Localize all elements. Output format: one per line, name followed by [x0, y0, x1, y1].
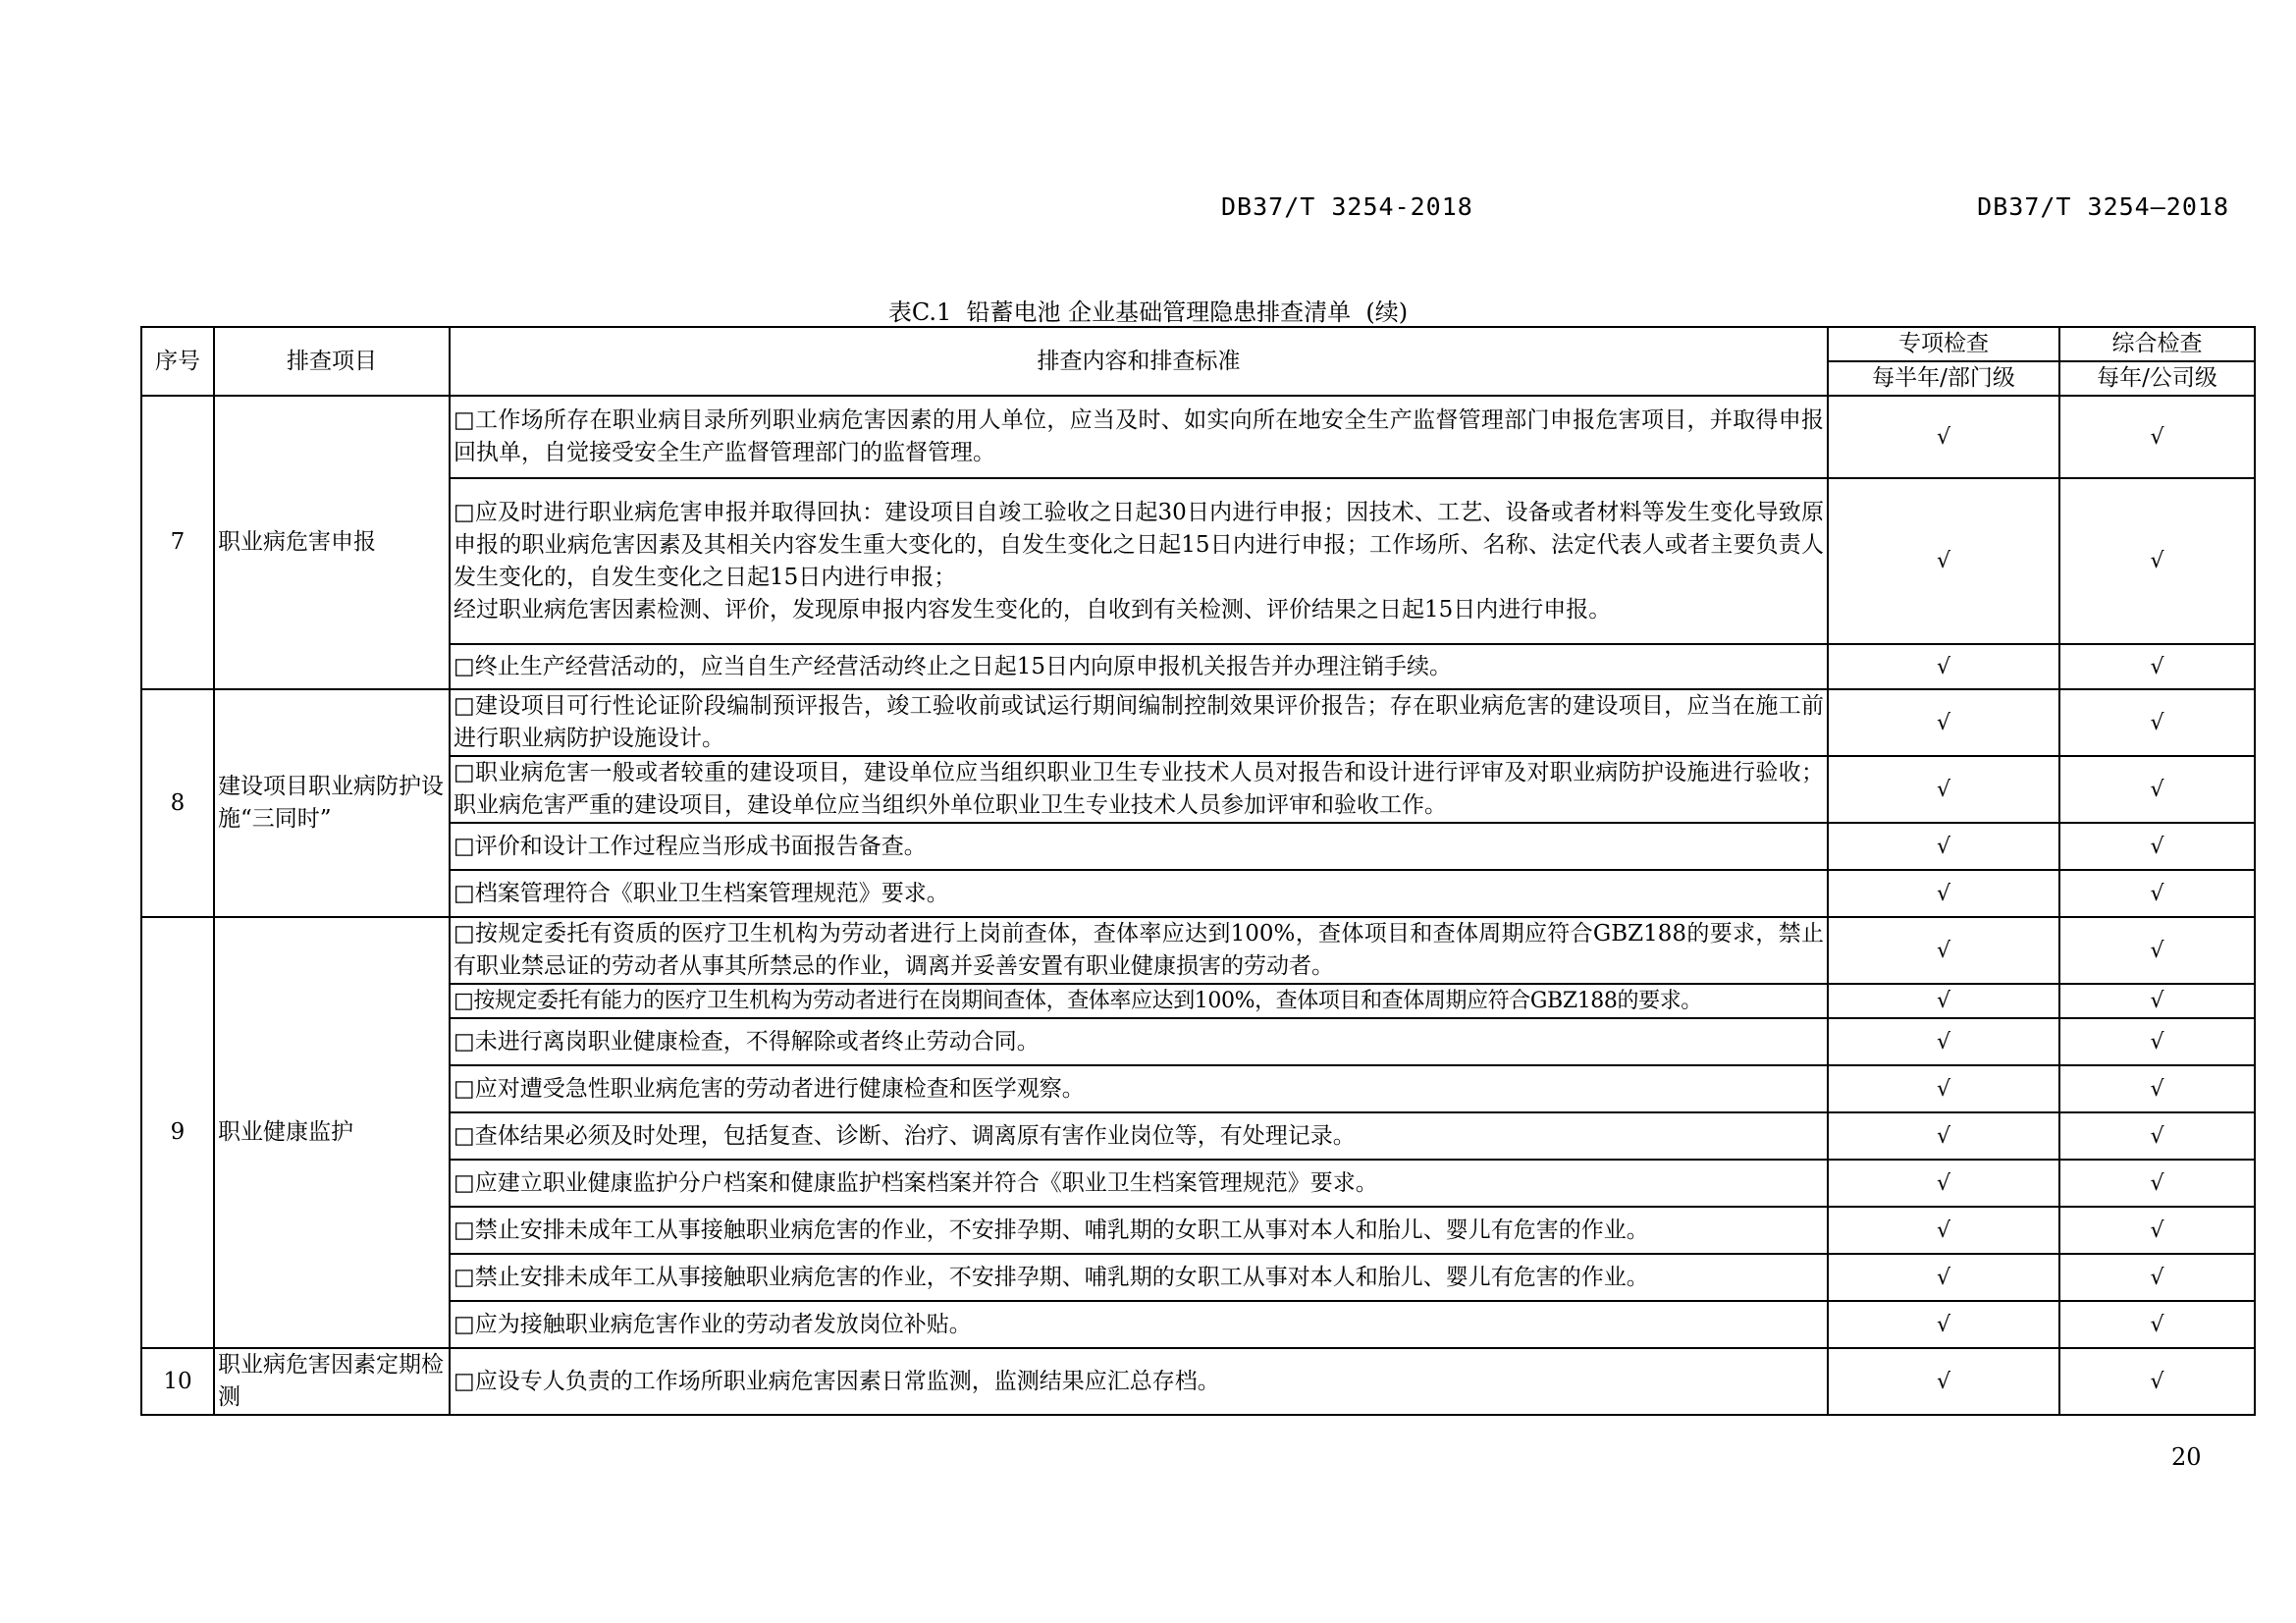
- criterion-text: □禁止安排未成年工从事接触职业病危害的作业，不安排孕期、哺乳期的女职工从事对本人和胎儿、婴儿有危害的作业。: [450, 1254, 1828, 1301]
- special-check-mark: √: [1828, 756, 2059, 823]
- group-item: 职业病危害申报: [214, 396, 450, 689]
- comprehensive-check-mark: √: [2059, 1018, 2255, 1065]
- table-row: [141, 823, 2255, 870]
- comprehensive-check-mark: √: [2059, 1160, 2255, 1207]
- comprehensive-check-mark: √: [2059, 1301, 2255, 1348]
- group-number: 10: [141, 1348, 214, 1415]
- table-row: [141, 1112, 2255, 1160]
- table-row: [141, 1065, 2255, 1112]
- criterion-text: □应对遭受急性职业病危害的劳动者进行健康检查和医学观察。: [450, 1065, 1828, 1112]
- criterion-text: □应建立职业健康监护分户档案和健康监护档案档案并符合《职业卫生档案管理规范》要求。: [450, 1160, 1828, 1207]
- special-check-mark: √: [1828, 823, 2059, 870]
- special-check-mark: √: [1828, 1348, 2059, 1415]
- criterion-text: □工作场所存在职业病目录所列职业病危害因素的用人单位，应当及时、如实向所在地安全生产监督管理部门申报危害项目，并取得申报回执单，自觉接受安全生产监督管理部门的监督管理。: [450, 396, 1828, 478]
- group-number: 7: [141, 396, 214, 689]
- col-header-comprehensive: 综合检查: [2059, 327, 2255, 361]
- criterion-text: □应设专人负责的工作场所职业病危害因素日常监测，监测结果应汇总存档。: [450, 1348, 1828, 1415]
- table-row: [141, 870, 2255, 917]
- special-check-mark: √: [1828, 1301, 2059, 1348]
- standard-code-right: DB37/T 3254—2018: [1977, 192, 2229, 221]
- table-row: [141, 1348, 2255, 1415]
- comprehensive-check-mark: √: [2059, 396, 2255, 478]
- special-check-mark: √: [1828, 870, 2059, 917]
- comprehensive-check-mark: √: [2059, 756, 2255, 823]
- group-item: 职业病危害因素定期检测: [214, 1348, 450, 1415]
- col-header-content: 排查内容和排查标准: [450, 327, 1828, 396]
- criterion-text: □建设项目可行性论证阶段编制预评报告，竣工验收前或试运行期间编制控制效果评价报告；存在职业病危害的建设项目，应当在施工前进行职业病防护设施设计。: [450, 689, 1828, 756]
- special-check-mark: √: [1828, 1112, 2059, 1160]
- table-row: [141, 689, 2255, 756]
- criterion-text: □档案管理符合《职业卫生档案管理规范》要求。: [450, 870, 1828, 917]
- special-check-mark: √: [1828, 478, 2059, 644]
- table-row: [141, 478, 2255, 644]
- comprehensive-check-mark: √: [2059, 1348, 2255, 1415]
- comprehensive-check-mark: √: [2059, 1254, 2255, 1301]
- table-row: [141, 1160, 2255, 1207]
- criterion-text-part: 经过职业病危害因素检测、评价，发现原申报内容发生变化的，自收到有关检测、评价结果之日起15日内进行申报。: [454, 596, 1612, 622]
- comprehensive-check-mark: √: [2059, 689, 2255, 756]
- special-check-mark: √: [1828, 1207, 2059, 1254]
- criterion-text: [450, 478, 1828, 644]
- page-number: 20: [2171, 1443, 2202, 1471]
- group-number: 9: [141, 917, 214, 1348]
- criterion-text: □查体结果必须及时处理，包括复查、诊断、治疗、调离原有害作业岗位等，有处理记录。: [450, 1112, 1828, 1160]
- comprehensive-check-mark: √: [2059, 870, 2255, 917]
- table-row: [141, 1254, 2255, 1301]
- special-check-mark: √: [1828, 396, 2059, 478]
- table-row: [141, 756, 2255, 823]
- col-header-comprehensive-frequency: 每年/公司级: [2059, 361, 2255, 396]
- table-row: [141, 396, 2255, 478]
- criterion-text: □按规定委托有能力的医疗卫生机构为劳动者进行在岗期间查体，查体率应达到100%，查体项目和查体周期应符合GBZ188的要求。: [450, 984, 1828, 1018]
- table-row: [141, 984, 2255, 1018]
- standard-code-left: DB37/T 3254-2018: [1221, 192, 1473, 221]
- comprehensive-check-mark: √: [2059, 984, 2255, 1018]
- col-header-no: 序号: [141, 327, 214, 396]
- table-caption: 表C.1 铅蓄电池 企业基础管理隐患排查清单 (续): [887, 298, 1409, 326]
- col-header-special-frequency: 每半年/部门级: [1828, 361, 2059, 396]
- special-check-mark: √: [1828, 1254, 2059, 1301]
- comprehensive-check-mark: √: [2059, 1207, 2255, 1254]
- criterion-text: □禁止安排未成年工从事接触职业病危害的作业，不安排孕期、哺乳期的女职工从事对本人和胎儿、婴儿有危害的作业。: [450, 1207, 1828, 1254]
- comprehensive-check-mark: √: [2059, 644, 2255, 689]
- comprehensive-check-mark: √: [2059, 1065, 2255, 1112]
- col-header-special: 专项检查: [1828, 327, 2059, 361]
- criterion-text-part: □应及时进行职业病危害申报并取得回执：建设项目自竣工验收之日起30日内进行申报；因技术、工艺、设备或者材料等发生变化导致原申报的职业病危害因素及其相关内容发生重大变化的，自发生变化之日起15日内进行申报；工作场所、名称、法定代表人或者主要负责人发生变化的，自发生变化之日起15日内进行申报；: [454, 499, 1824, 590]
- table-row: [141, 1301, 2255, 1348]
- special-check-mark: √: [1828, 689, 2059, 756]
- criterion-text: □未进行离岗职业健康检查，不得解除或者终止劳动合同。: [450, 1018, 1828, 1065]
- table-row: [141, 644, 2255, 689]
- criterion-text: □应为接触职业病危害作业的劳动者发放岗位补贴。: [450, 1301, 1828, 1348]
- table-row: [141, 917, 2255, 984]
- special-check-mark: √: [1828, 644, 2059, 689]
- criterion-text: □终止生产经营活动的，应当自生产经营活动终止之日起15日内向原申报机关报告并办理注销手续。: [450, 644, 1828, 689]
- group-item: 职业健康监护: [214, 917, 450, 1348]
- comprehensive-check-mark: √: [2059, 823, 2255, 870]
- special-check-mark: √: [1828, 984, 2059, 1018]
- special-check-mark: √: [1828, 917, 2059, 984]
- special-check-mark: √: [1828, 1018, 2059, 1065]
- inspection-table: [140, 326, 2256, 1416]
- col-header-item: 排查项目: [214, 327, 450, 396]
- criterion-text: □按规定委托有资质的医疗卫生机构为劳动者进行上岗前查体，查体率应达到100%，查体项目和查体周期应符合GBZ188的要求，禁止有职业禁忌证的劳动者从事其所禁忌的作业，调离并妥善安置有职业健康损害的劳动者。: [450, 917, 1828, 984]
- special-check-mark: √: [1828, 1160, 2059, 1207]
- comprehensive-check-mark: √: [2059, 1112, 2255, 1160]
- table-row: [141, 1207, 2255, 1254]
- group-item: 建设项目职业病防护设施“三同时”: [214, 689, 450, 917]
- comprehensive-check-mark: √: [2059, 917, 2255, 984]
- criterion-text: □评价和设计工作过程应当形成书面报告备查。: [450, 823, 1828, 870]
- criterion-text: □职业病危害一般或者较重的建设项目，建设单位应当组织职业卫生专业技术人员对报告和设计进行评审及对职业病防护设施进行验收；职业病危害严重的建设项目，建设单位应当组织外单位职业卫生专业技术人员参加评审和验收工作。: [450, 756, 1828, 823]
- special-check-mark: √: [1828, 1065, 2059, 1112]
- comprehensive-check-mark: √: [2059, 478, 2255, 644]
- table-row: [141, 1018, 2255, 1065]
- group-number: 8: [141, 689, 214, 917]
